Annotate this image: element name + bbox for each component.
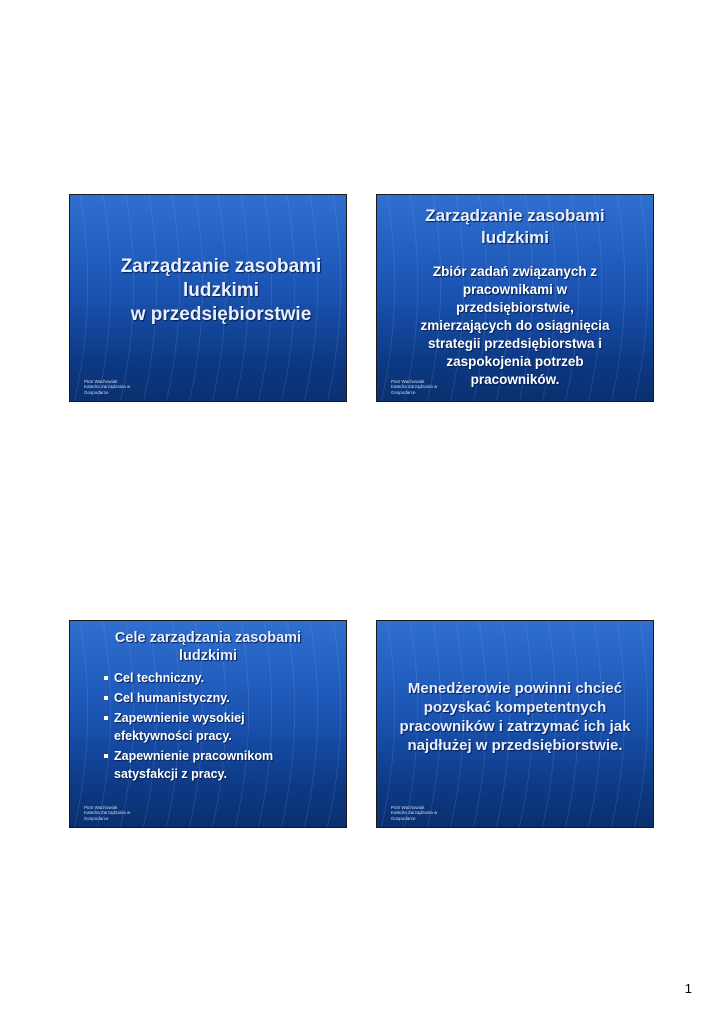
square-bullet-icon: [104, 676, 108, 680]
background-line: [97, 195, 111, 402]
footer-line: Gospodarce: [84, 815, 109, 821]
title-line: Zarządzanie zasobami: [120, 256, 322, 277]
bullet-text: efektywności pracy.: [114, 729, 232, 743]
body-line: pracownikami w: [462, 282, 568, 297]
body-line: pracowników.: [470, 372, 560, 387]
footer-line: Katedra Zarządzania w: [391, 810, 438, 815]
slide-3-bullet-list: [104, 669, 326, 785]
bullet-text: Cel humanistyczny.: [114, 691, 230, 705]
body-line: pracowników i zatrzymać ich jak: [399, 718, 631, 735]
square-bullet-icon: [104, 696, 108, 700]
footer-line: Katedra Zarządzania w: [84, 810, 131, 815]
footer-line: Piotr Wachowiak: [391, 804, 425, 810]
bullet-item: [104, 747, 326, 783]
body-line: zmierzających do osiągnięcia: [420, 318, 610, 333]
bullet-item: [104, 669, 326, 687]
footer-line: Piotr Wachowiak: [391, 378, 425, 384]
slide-3: [69, 620, 347, 828]
body-line: pozyskać kompetentnych: [423, 699, 607, 716]
body-line: najdłużej w przedsiębiorstwie.: [407, 737, 623, 754]
bullet-text: Zapewnienie pracownikom: [114, 749, 274, 763]
footer-line: Gospodarce: [391, 389, 416, 395]
bullet-text: satysfakcji z pracy.: [114, 767, 228, 781]
slide-2-title: [377, 205, 653, 249]
title-line: w przedsiębiorstwie: [130, 304, 312, 325]
slide-4-body: [377, 679, 653, 755]
slide-1: [69, 194, 347, 402]
page-number: 1: [684, 981, 692, 996]
body-line: strategii przedsiębiorstwa i: [427, 336, 603, 351]
background-line: [74, 195, 88, 402]
footer-line: Gospodarce: [84, 389, 109, 395]
footer-line: Piotr Wachowiak: [84, 378, 118, 384]
footer-line: Katedra Zarządzania w: [391, 384, 438, 389]
bullet-text: Cel techniczny.: [114, 671, 205, 685]
footer-line: Katedra Zarządzania w: [84, 384, 131, 389]
slide-footer: [391, 805, 437, 822]
title-line: ludzkimi: [178, 648, 237, 664]
body-line: Menedżerowie powinni chcieć: [407, 680, 623, 697]
bullet-item: [104, 689, 326, 707]
body-line: zaspokojenia potrzeb: [446, 354, 584, 369]
title-line: Zarządzanie zasobami: [425, 206, 605, 225]
bullet-item: [104, 709, 326, 745]
title-line: ludzkimi: [182, 280, 259, 301]
footer-line: Gospodarce: [391, 815, 416, 821]
bullet-text: Zapewnienie wysokiej: [114, 711, 245, 725]
title-line: ludzkimi: [480, 228, 549, 247]
square-bullet-icon: [104, 754, 108, 758]
slide-3-title: [70, 629, 346, 665]
title-line: Cele zarządzania zasobami: [114, 630, 302, 646]
slide-footer: [84, 805, 130, 822]
footer-line: Piotr Wachowiak: [84, 804, 118, 810]
slide-1-title: [110, 255, 332, 327]
slide-footer: [391, 379, 437, 396]
slide-2: [376, 194, 654, 402]
body-line: przedsiębiorstwie,: [456, 300, 574, 315]
square-bullet-icon: [104, 716, 108, 720]
slide-4: [376, 620, 654, 828]
slide-footer: [84, 379, 130, 396]
slide-2-body: [377, 263, 653, 389]
body-line: Zbiór zadań związanych z: [432, 264, 598, 279]
